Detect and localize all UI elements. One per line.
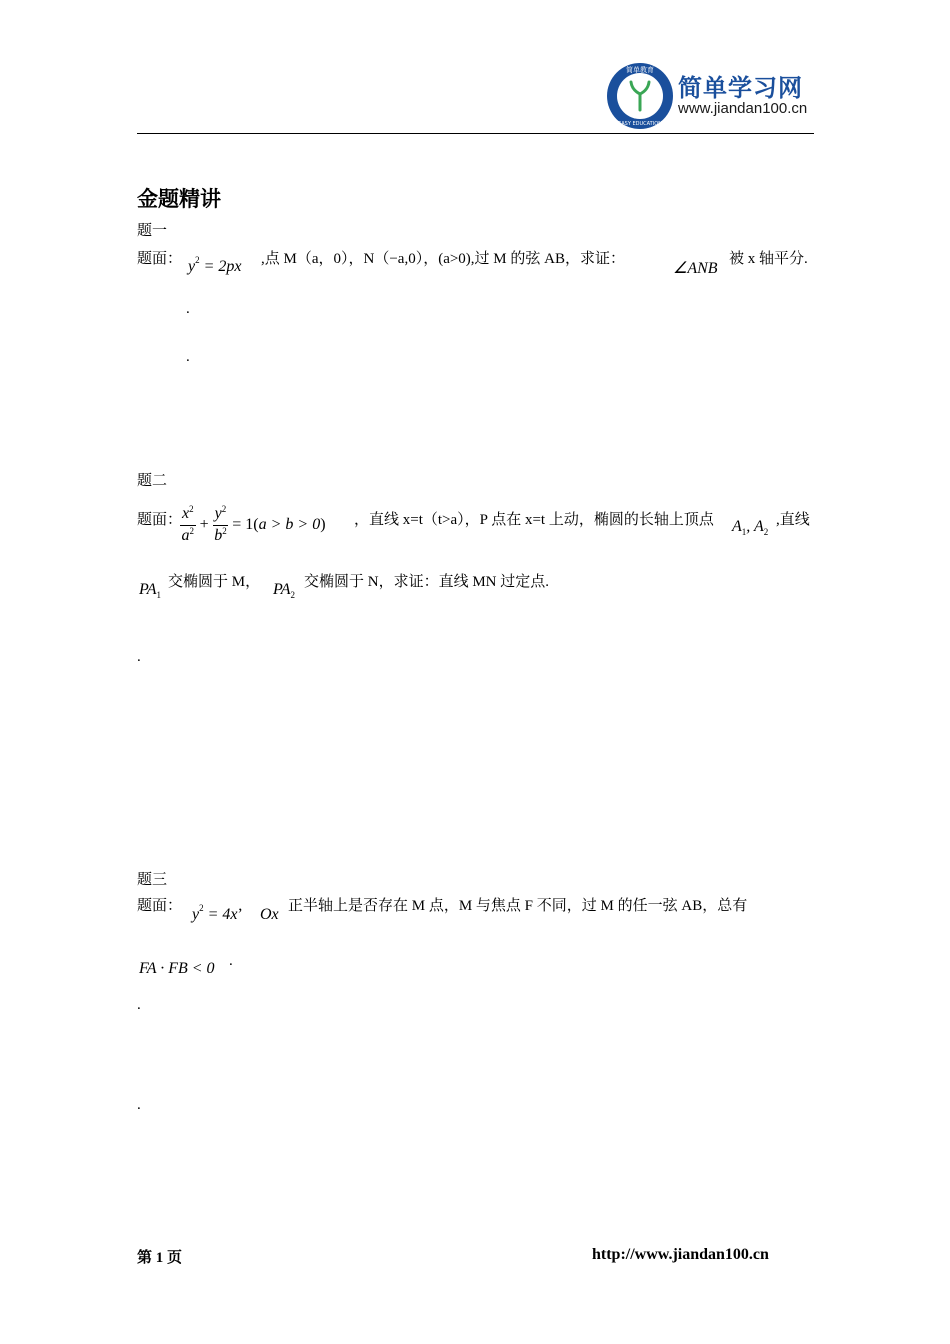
problem-2-equation: $\frac{x^2}{a^2}$ + $\frac{y^2}{b^2}$ = 1(a > b > 0) xyxy=(181,504,326,544)
problem-3-inequality: FA · FB < 0 xyxy=(139,960,215,977)
problem-1-title: 题一 xyxy=(137,223,168,239)
problem-1-dot-2: . xyxy=(186,349,190,365)
problem-2-title: 题二 xyxy=(137,473,168,489)
problem-3-text: 正半轴上是否存在 M 点，M 与焦点 F 不同，过 M 的任一弦 AB，总有 xyxy=(288,898,748,914)
section-title: 金题精讲 xyxy=(137,188,221,211)
problem-2-tail: ,直线 xyxy=(776,512,810,528)
problem-3-label: 题面： xyxy=(137,898,183,914)
problem-2-dot-1: . xyxy=(137,649,141,665)
problem-3-title: 题三 xyxy=(137,872,168,888)
logo-url: www.jiandan100.cn xyxy=(678,100,808,117)
problem-3-equation: $y^2 = 4x$’ xyxy=(192,903,243,923)
problem-1-label: 题面： xyxy=(137,251,183,267)
problem-1-equation: $y^2 = 2px$ xyxy=(188,255,242,275)
header-logo xyxy=(606,62,821,130)
logo-emblem xyxy=(606,62,674,130)
logo-ring-text: EASY EDUCATION xyxy=(618,121,662,127)
header-divider xyxy=(137,133,814,134)
problem-1-text: ,点 M（a，0），N（−a,0），(a>0),过 M 的弦 AB，求证： xyxy=(261,251,625,267)
footer-url[interactable]: http://www.jiandan100.cn xyxy=(592,1246,769,1263)
problem-2-pa1: $PA_1$ xyxy=(139,581,161,600)
problem-1-tail: 被 x 轴平分. xyxy=(729,251,808,267)
problem-3-ox: Ox xyxy=(260,906,279,923)
problem-2-label: 题面： xyxy=(137,512,183,528)
problem-2-text: ，直线 x=t（t>a），P 点在 x=t 上动，椭圆的长轴上顶点 xyxy=(354,512,714,528)
problem-1-dot-1: . xyxy=(186,301,190,317)
problem-2-line2b: 交椭圆于 N，求证：直线 MN 过定点. xyxy=(304,574,550,590)
logo-circle-text: 简单教育 xyxy=(626,66,654,74)
problem-2-line2a: 交椭圆于 M， xyxy=(168,574,261,590)
problem-2-vertices: $A_1$, $A_2$ xyxy=(732,518,769,537)
problem-2-pa2: $PA_2$ xyxy=(273,581,295,600)
problem-1-angle: ∠ANB xyxy=(673,260,718,277)
logo-brand: 简单学习网 xyxy=(678,75,803,102)
footer-page-number: 第 1 页 xyxy=(137,1250,183,1266)
problem-3-dot-2: . xyxy=(137,997,141,1013)
problem-3-dot-3: . xyxy=(137,1097,141,1113)
problem-3-dot-1: . xyxy=(229,953,233,969)
